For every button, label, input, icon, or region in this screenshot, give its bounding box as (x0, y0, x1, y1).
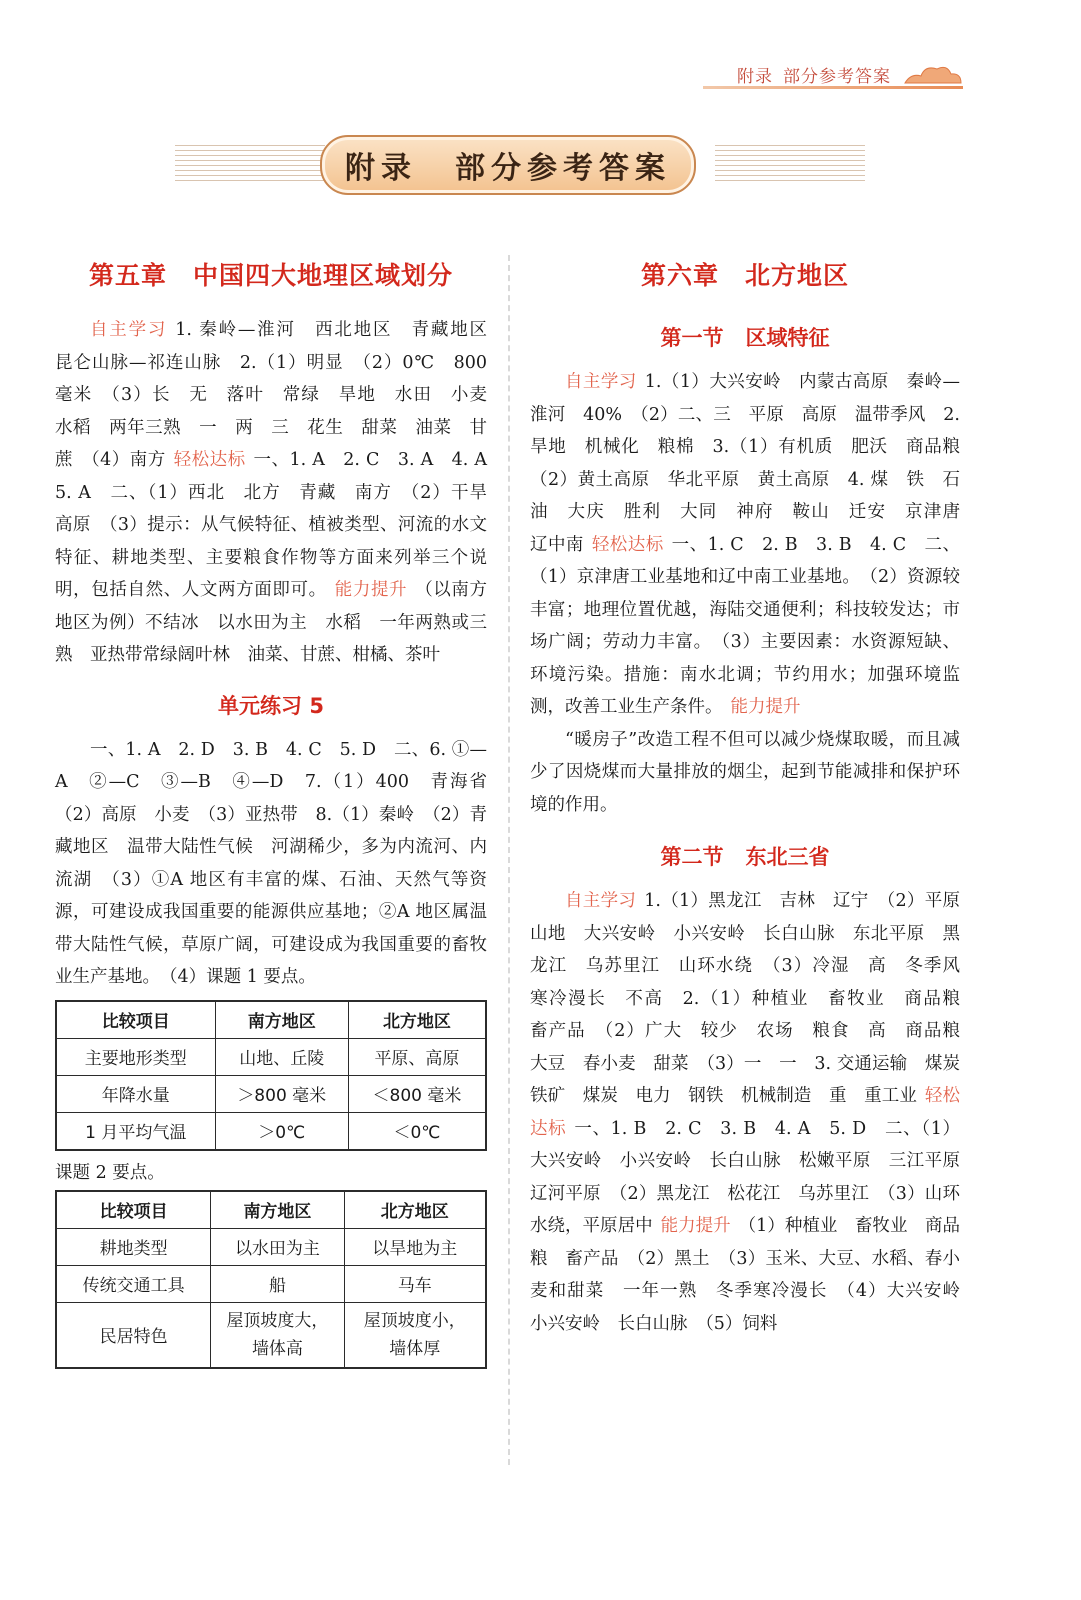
table-cell: 平原、高原 (348, 1038, 486, 1075)
banner-lines-left (175, 145, 325, 181)
unit-practice-5-answers: 一、1. A 2. D 3. B 4. C 5. D 二、6. ①—A ②—C ③—B ④—D 7.（1）400 青海省 （2）高原 小麦 （3）亚热带 8.（1）秦岭 （2）青藏地区 温带大陆性气候 河湖稀少，多为内流河、内流湖 （3）①A 地区有丰富的煤、石油、天然气等资源，可建设成我国重要的能源供应基地；②A 地区属温带大陆性气候，草原广阔，可建设成为我国重要的畜牧业生产基地。 （4）课题 1 要点。 (55, 739, 505, 987)
table-cell: 以旱地为主 (344, 1228, 486, 1265)
running-header (703, 60, 963, 88)
tag-easy-goal: 轻松达标 (591, 534, 664, 555)
table-header-row (56, 1001, 486, 1039)
chapter-5-name: 中国四大地理区域划分 (193, 261, 454, 290)
section-1-number: 第一节 (660, 326, 724, 350)
table-cell: 山地、丘陵 (215, 1038, 348, 1075)
chapter-6-name: 北方地区 (745, 261, 850, 290)
table-row (56, 1265, 486, 1302)
table-cell: ＜0℃ (348, 1112, 486, 1150)
ch5-answers (55, 314, 505, 672)
cell-line: 屋顶坡度小， (363, 1310, 466, 1331)
table-row (56, 1302, 486, 1368)
table-cell: 主要地形类型 (56, 1038, 215, 1075)
table-cell: 传统交通工具 (56, 1265, 211, 1302)
comparison-table-2 (55, 1190, 487, 1369)
table-cell: 1 月平均气温 (56, 1112, 215, 1150)
ch5-self-study-text: 1. 秦岭—淮河 西北地区 青藏地区 昆仑山脉—祁连山脉 2.（1）明显 （2）0℃ 800 毫米 （3）长 无 落叶 常绿 旱地 水田 小麦 水稻 两年三熟 一 两 三 花生 甜菜 油菜 甘蔗 （4）南方 (55, 320, 505, 470)
running-header-text (727, 62, 891, 87)
tag-easy-goal: 轻松达标 (173, 450, 246, 470)
topic-2-caption: 课题 2 要点。 (55, 1162, 165, 1183)
table-cell: 船 (211, 1265, 344, 1302)
unit-practice-5-title: 单元练习 5 (218, 693, 324, 718)
s2-easy-goal-text: 一、1. B 2. C 3. B 4. A 5. D 二、（1）大兴安岭 小兴安岭 长白山脉 松嫩平原 三江平原 辽河平原 （2）黑龙江 松花江 乌苏里江 （3）山环水绕，平原居中 (530, 1118, 978, 1236)
section-2-number: 第二节 (660, 845, 724, 869)
tag-ability: 能力提升 (730, 697, 801, 717)
table-row (56, 1112, 486, 1150)
left-column (55, 250, 505, 1369)
table-cell: ＞800 毫米 (215, 1075, 348, 1112)
s1-ability-text: “暖房子”改造工程不但可以减少烧煤取暖，而且减少了因烧煤而大量排放的烟尘，起到节能减排和保护环境的作用。 (530, 729, 960, 815)
table-row (56, 1038, 486, 1075)
cloud-icon (901, 63, 963, 85)
running-header-title: 部分参考答案 (783, 66, 891, 87)
section-2-title (530, 829, 960, 885)
table-header-cell: 南方地区 (211, 1191, 344, 1229)
table-row (56, 1075, 486, 1112)
ch5-easy-goal-text: 一、1. A 2. C 3. A 4. A 5. A 二、（1）西北 北方 青藏 南方 （2）干旱 高原 （3）提示：从气候特征、植被类型、河流的水文特征、耕地类型、主要粮食作物等方面来列举三个说明，包括自然、人文两方面即可。 (55, 450, 505, 600)
s1-self-study-text: 1.（1）大兴安岭 内蒙古高原 秦岭—淮河 40% （2）二、三 平原 高原 温带季风 2. 旱地 机械化 粮棉 3.（1）有机质 肥沃 商品粮 （2）黄土高原 华北平原 黄土高原 4. 煤 铁 石油 大庆 胜利 大同 神府 鞍山 迁安 京津唐 辽中南 (530, 372, 978, 555)
table-cell: ＞0℃ (215, 1112, 348, 1150)
table-header-row (56, 1191, 486, 1229)
table-cell: 耕地类型 (56, 1228, 211, 1265)
tag-ability: 能力提升 (660, 1216, 731, 1236)
chapter-5-title (55, 250, 487, 302)
table-cell (344, 1302, 486, 1368)
cell-line: 屋顶坡度大， (226, 1310, 329, 1331)
cell-line: 墙体高 (251, 1338, 303, 1359)
table-header-cell: 北方地区 (344, 1191, 486, 1229)
table-cell: 民居特色 (56, 1302, 211, 1368)
table-row (56, 1228, 486, 1265)
appendix-banner (175, 135, 865, 193)
banner-word-answers: 部分参考答案 (455, 151, 671, 186)
table-header-cell: 南方地区 (215, 1001, 348, 1039)
section-1-answers (530, 366, 978, 724)
banner-plate (320, 135, 696, 195)
cell-line: 墙体厚 (389, 1338, 441, 1359)
table-header-cell: 比较项目 (56, 1191, 211, 1229)
table-header-cell: 比较项目 (56, 1001, 215, 1039)
section-2-name: 东北三省 (745, 845, 830, 869)
tag-ability: 能力提升 (334, 580, 408, 600)
tag-self-study: 自主学习 (565, 372, 637, 392)
table-cell: 年降水量 (56, 1075, 215, 1112)
table-cell: ＜800 毫米 (348, 1075, 486, 1112)
ch5-ability-text: （以南方地区为例）不结冰 以水田为主 水稻 一年两熟或三熟 亚热带常绿阔叶林 油菜、甘蔗、柑橘、茶叶 (55, 580, 488, 665)
chapter-5-number: 第五章 (88, 261, 167, 290)
tag-self-study: 自主学习 (90, 320, 168, 340)
comparison-table-1 (55, 1000, 487, 1151)
s1-easy-goal-text: 一、1. C 2. B 3. B 4. C 二、（1）京津唐工业基地和辽中南工业基地。 （2）资源较丰富；地理位置优越，海陆交通便利；科技较发达；市场广阔；劳动力丰富。 （3）主要因素：水资源短缺、环境污染。措施：南水北调；节约用水；加强环境监测，改善工业生产条件。 (530, 534, 960, 717)
table-cell: 以水田为主 (211, 1228, 344, 1265)
table-header-cell: 北方地区 (348, 1001, 486, 1039)
section-1-title (530, 310, 960, 366)
s2-ability-text: （1）种植业 畜牧业 商品粮 畜产品 （2）黑土 （3）玉米、大豆、水稻、春小麦和甜菜 一年一熟 冬季寒冷漫长 （4）大兴安岭 小兴安岭 长白山脉 （5）饲料 (530, 1216, 978, 1334)
header-rule (703, 86, 963, 89)
table-cell: 马车 (344, 1265, 486, 1302)
section-1-name: 区域特征 (745, 326, 830, 350)
chapter-6-number: 第六章 (640, 261, 719, 290)
tag-self-study: 自主学习 (565, 891, 637, 911)
banner-word-appendix: 附录 (345, 151, 417, 186)
chapter-6-title (530, 250, 960, 302)
tag-easy-goal: 轻松达标 (530, 1086, 961, 1139)
running-header-appendix: 附录 (737, 66, 773, 87)
table-cell (211, 1302, 344, 1368)
section-2-answers (530, 885, 978, 1340)
banner-lines-right (715, 145, 865, 181)
right-column (530, 250, 978, 1340)
s2-self-study-text: 1.（1）黑龙江 吉林 辽宁 （2）平原 山地 大兴安岭 小兴安岭 长白山脉 东北平原 黑龙江 乌苏里江 山环水绕 （3）冷湿 高 冬季风 寒冷漫长 不高 2.（1）种植业 畜牧业 商品粮 畜产品 （2）广大 较少 农场 粮食 高 商品粮 大豆 春小麦 甜菜 （3）一 一 3. 交通运输 煤炭 铁矿 煤炭 电力 钢铁 机械制造 重 重工业 (530, 891, 978, 1106)
column-divider (508, 255, 510, 1465)
